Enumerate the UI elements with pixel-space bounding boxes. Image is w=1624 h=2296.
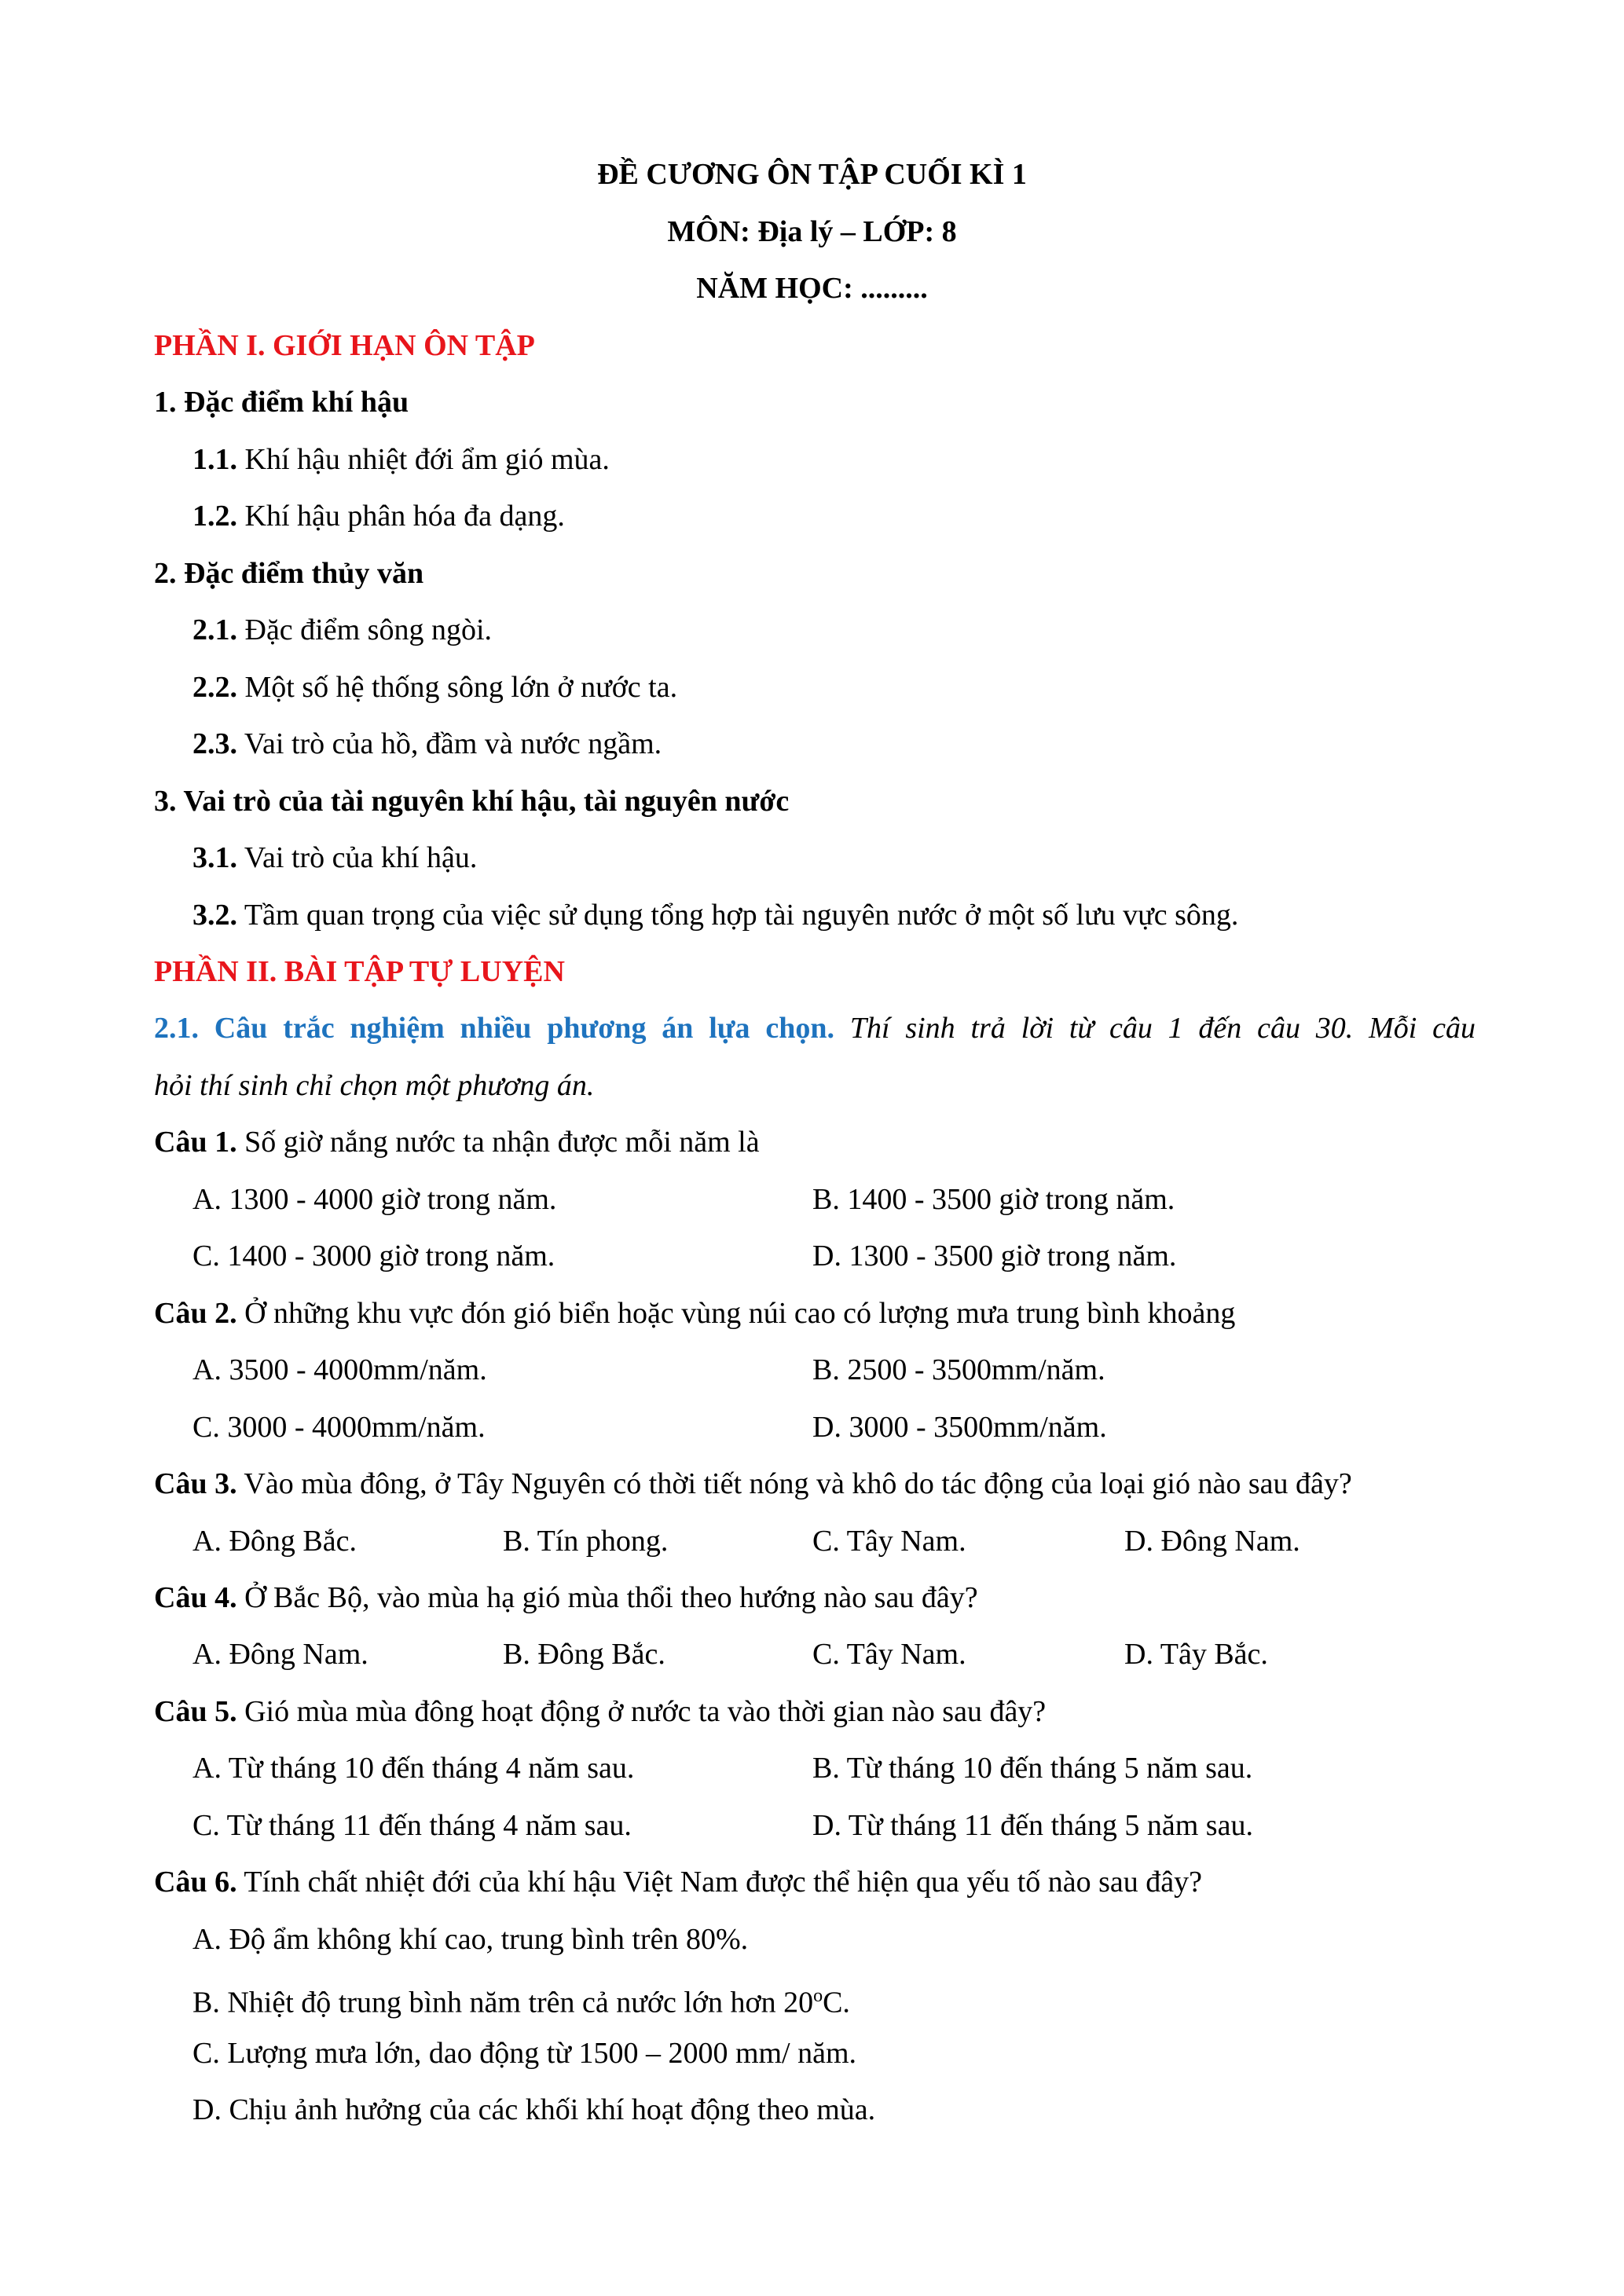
item-number: 2.2. — [192, 671, 237, 704]
question-text: Số giờ nắng nước ta nhận được mỗi năm là — [236, 1126, 760, 1159]
document-year: NĂM HỌC: ......... — [696, 272, 928, 305]
question — [154, 1467, 1352, 1501]
intro-label: 2.1. Câu trắc nghiệm nhiều phương án lựa chọn. — [154, 1012, 835, 1045]
question-text: Gió mùa mùa đông hoạt động ở nước ta vào thời gian nào sau đây? — [236, 1695, 1047, 1728]
list-item — [192, 727, 662, 761]
degree-superscript: o — [813, 1986, 823, 2006]
option-b: B. 1400 - 3500 giờ trong năm. — [812, 1183, 1175, 1216]
item-text: Khí hậu nhiệt đới ẩm gió mùa. — [237, 443, 610, 476]
document-subject: MÔN: Địa lý – LỚP: 8 — [667, 215, 957, 248]
list-item — [192, 499, 565, 533]
option-c: C. Tây Nam. — [812, 1525, 966, 1558]
option-d: D. 3000 - 3500mm/năm. — [812, 1411, 1107, 1444]
option-a: A. 3500 - 4000mm/năm. — [192, 1353, 487, 1386]
option-b: B. Tín phong. — [503, 1525, 669, 1558]
option-b-text: B. Nhiệt độ trung bình năm trên cả nước lớn hơn 20 — [192, 1986, 814, 2020]
item-text: Đặc điểm sông ngòi. — [237, 613, 493, 646]
list-item — [192, 442, 610, 477]
part2-title: PHẦN II. BÀI TẬP TỰ LUYỆN — [154, 955, 565, 988]
option-a: A. Từ tháng 10 đến tháng 4 năm sau. — [192, 1752, 635, 1785]
section-title: 3. Vai trò của tài nguyên khí hậu, tài nguyên nước — [154, 785, 790, 818]
option-a: A. 1300 - 4000 giờ trong năm. — [192, 1183, 557, 1216]
question-label: Câu 2. — [154, 1297, 237, 1330]
item-text: Khí hậu phân hóa đa dạng. — [237, 500, 565, 533]
question-label: Câu 4. — [154, 1581, 237, 1614]
item-text: Vai trò của khí hậu. — [237, 841, 478, 874]
question-label: Câu 1. — [154, 1126, 237, 1159]
item-text: Vai trò của hồ, đầm và nước ngầm. — [237, 727, 662, 760]
question-label: Câu 3. — [154, 1467, 237, 1500]
option-b-unit: C. — [823, 1986, 850, 2020]
option-c: C. Từ tháng 11 đến tháng 4 năm sau. — [192, 1809, 632, 1842]
question-label: Câu 6. — [154, 1866, 237, 1899]
option-b: B. Đông Bắc. — [503, 1638, 665, 1671]
option-b — [192, 1979, 850, 2020]
part2-intro — [154, 1011, 1476, 1045]
document-title: ĐỀ CƯƠNG ÔN TẬP CUỐI KÌ 1 — [597, 158, 1027, 191]
question-text: Vào mùa đông, ở Tây Nguyên có thời tiết nóng và khô do tác động của loại gió nào sau đây? — [236, 1467, 1352, 1500]
question-text: Tính chất nhiệt đới của khí hậu Việt Nam được thể hiện qua yếu tố nào sau đây? — [236, 1866, 1203, 1899]
option-d: D. 1300 - 3500 giờ trong năm. — [812, 1240, 1177, 1273]
option-c: C. 3000 - 4000mm/năm. — [192, 1411, 486, 1444]
question-text: Ở những khu vực đón gió biển hoặc vùng núi cao có lượng mưa trung bình khoảng — [236, 1297, 1236, 1330]
section-title: 1. Đặc điểm khí hậu — [154, 386, 409, 419]
list-item — [192, 613, 492, 647]
option-d: D. Đông Nam. — [1124, 1525, 1300, 1558]
section-title: 2. Đặc điểm thủy văn — [154, 557, 424, 590]
question — [154, 1865, 1202, 1899]
item-number: 3.2. — [192, 899, 237, 932]
option-c: C. Tây Nam. — [812, 1638, 966, 1671]
item-number: 2.1. — [192, 613, 237, 646]
option-d: D. Từ tháng 11 đến tháng 5 năm sau. — [812, 1809, 1253, 1842]
question — [154, 1580, 978, 1615]
question — [154, 1296, 1235, 1331]
item-number: 1.2. — [192, 500, 237, 533]
question — [154, 1125, 760, 1159]
option-c: C. 1400 - 3000 giờ trong năm. — [192, 1240, 555, 1273]
option-a: A. Đông Nam. — [192, 1638, 368, 1671]
question-label: Câu 5. — [154, 1695, 237, 1728]
question-text: Ở Bắc Bộ, vào mùa hạ gió mùa thổi theo hướng nào sau đây? — [236, 1581, 978, 1614]
question — [154, 1694, 1046, 1729]
part1-title: PHẦN I. GIỚI HẠN ÔN TẬP — [154, 329, 535, 362]
item-number: 2.3. — [192, 727, 237, 760]
intro-text: Thí sinh trả lời từ câu 1 đến câu 30. Mỗi câu — [834, 1012, 1476, 1045]
option-d: D. Chịu ảnh hưởng của các khối khí hoạt động theo mùa. — [192, 2093, 876, 2126]
option-b: B. 2500 - 3500mm/năm. — [812, 1353, 1105, 1386]
item-number: 1.1. — [192, 443, 237, 476]
item-number: 3.1. — [192, 841, 237, 874]
list-item — [192, 670, 677, 705]
option-b: B. Từ tháng 10 đến tháng 5 năm sau. — [812, 1752, 1253, 1785]
option-a: A. Độ ẩm không khí cao, trung bình trên 80%. — [192, 1923, 749, 1956]
option-d: D. Tây Bắc. — [1124, 1638, 1268, 1671]
list-item — [192, 898, 1238, 932]
list-item — [192, 840, 477, 875]
item-text: Một số hệ thống sông lớn ở nước ta. — [237, 671, 678, 704]
part2-intro-continued: hỏi thí sinh chỉ chọn một phương án. — [154, 1069, 595, 1102]
option-a: A. Đông Bắc. — [192, 1525, 357, 1558]
item-text: Tầm quan trọng của việc sử dụng tổng hợp tài nguyên nước ở một số lưu vực sông. — [237, 899, 1239, 932]
option-c: C. Lượng mưa lớn, dao động từ 1500 – 2000 mm/ năm. — [192, 2037, 857, 2070]
